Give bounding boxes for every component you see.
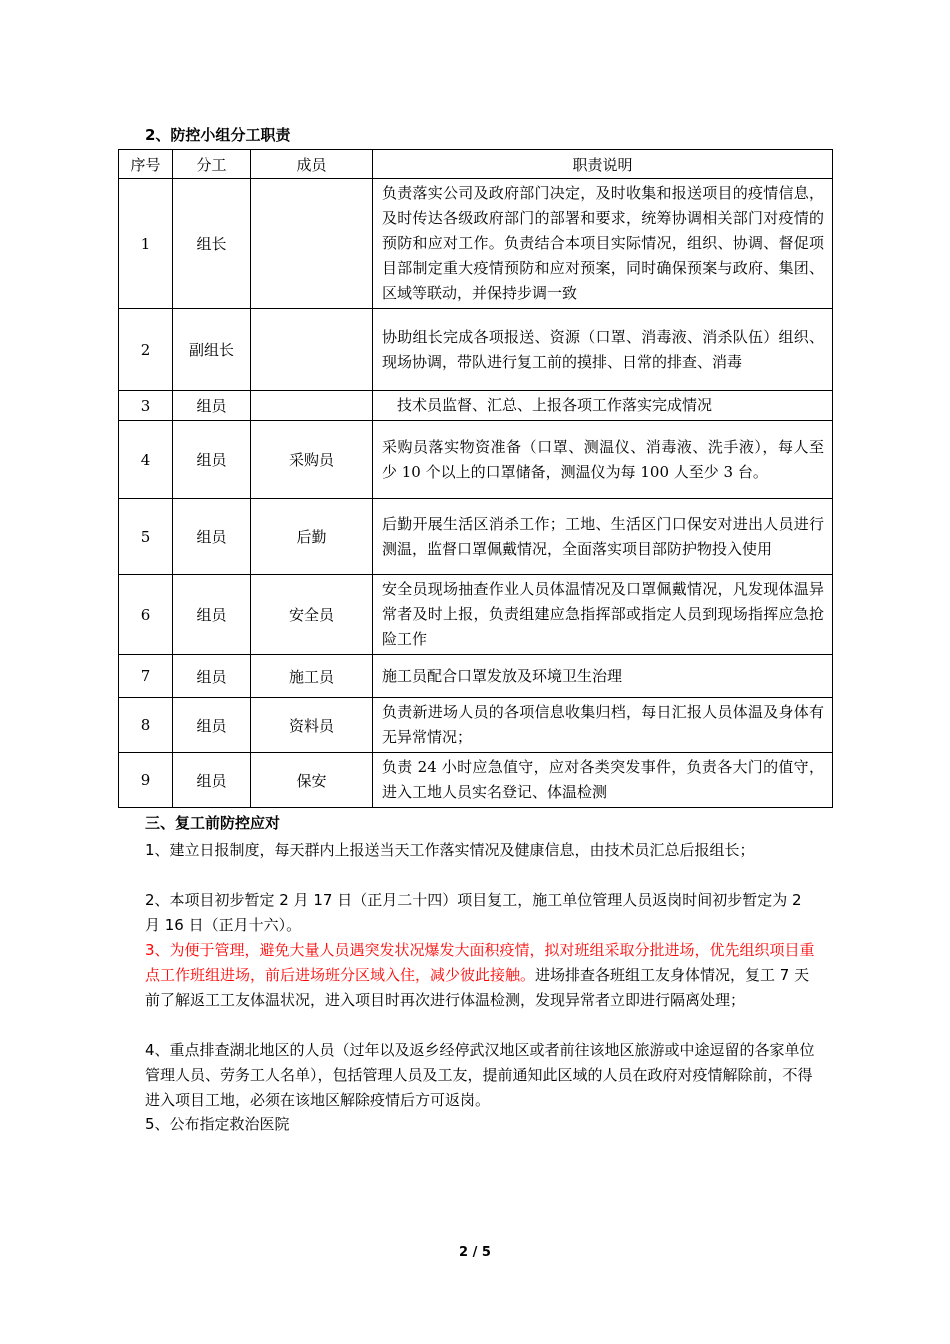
row-no: 6 (119, 575, 173, 655)
row-duty: 负责落实公司及政府部门决定，及时收集和报送项目的疫情信息，及时传达各级政府部门的部署和要求，统筹协调相关部门对疫情的预防和应对工作。负责结合本项目实际情况，组织、协调、督促项目部制定重大疫情预防和应对预案，同时确保预案与政府、集团、区域等联动，并保持步调一致 (373, 179, 833, 309)
row-role: 组员 (173, 499, 251, 575)
list-item: 1、建立日报制度，每天群内上报送当天工作落实情况及健康信息，由技术员汇总后报组长； (145, 841, 755, 859)
table-row (119, 391, 833, 421)
page-number: 2 / 5 (459, 1245, 491, 1260)
row-no: 5 (119, 499, 173, 575)
row-member: 后勤 (251, 499, 373, 575)
row-member: 保安 (251, 753, 373, 808)
duty-text-part: 全面落实项目部防护物投入使用 (562, 539, 773, 558)
row-member (251, 391, 373, 421)
row-role: 组员 (173, 575, 251, 655)
row-no: 8 (119, 698, 173, 753)
list-item: 4、重点排查湖北地区的人员（过年以及返乡经停武汉地区或者前往该地区旅游或中途逗留的各家单位管理人员、劳务工人名单），包括管理人员及工友，提前通知此区域的人员在政府对疫情解除前，不得进入项目工地，必须在该地区解除疫情后方可返岗。 (145, 1041, 815, 1109)
row-duty (373, 499, 833, 575)
row-duty: 负责 24 小时应急值守，应对各类突发事件，负责各大门的值守，进入工地人员实名登记、体温检测 (373, 753, 833, 808)
row-no: 3 (119, 391, 173, 421)
row-duty: 施工员配合口罩发放及环境卫生治理 (373, 655, 833, 698)
duty-text-part: 后勤开展生活区消杀工作；工地、生活区门口保安对进出人员进行测温，监督口罩佩戴情况， (382, 514, 824, 558)
row-member: 施工员 (251, 655, 373, 698)
table-header-row (119, 150, 833, 179)
row-member: 采购员 (251, 421, 373, 499)
row-no: 7 (119, 655, 173, 698)
paragraph-text: 进场排查各班组工友身体情况，复工 7 天前了解返工工友体温状况，进入项目时再次进行体温检测，发现异常者立即进行隔离处理； (145, 966, 810, 1009)
row-role: 组员 (173, 698, 251, 753)
row-duty: 采购员落实物资准备（口罩、测温仪、消毒液、洗手液），每人至少 10 个以上的口罩储备，测温仪为每 100 人至少 3 台。 (373, 421, 833, 499)
duty-text-part: 负责组建应急指挥部或指定人员到现场指挥应急抢险工作 (382, 605, 824, 648)
table-row (119, 179, 833, 309)
header-role: 分工 (173, 150, 251, 179)
header-member: 成员 (251, 150, 373, 179)
table-row (119, 575, 833, 655)
row-no: 9 (119, 753, 173, 808)
section-3-title: 三、复工前防控应对 (145, 814, 281, 832)
table-row (119, 655, 833, 698)
row-duty: 负责新进场人员的各项信息收集归档，每日汇报人员体温及身体有无异常情况； (373, 698, 833, 753)
row-no: 2 (119, 309, 173, 391)
row-role: 组员 (173, 655, 251, 698)
duty-table (118, 149, 833, 808)
row-role: 组员 (173, 391, 251, 421)
row-role: 组长 (173, 179, 251, 309)
list-item: 5、公布指定救治医院 (145, 1115, 290, 1133)
row-role: 组员 (173, 421, 251, 499)
duty-text-part: 安全员现场抽查作业人员体温情况及口罩佩戴情况，凡发现体温异常者及时上报， (382, 580, 824, 623)
table-row (119, 499, 833, 575)
list-item: 2、本项目初步暂定 2 月 17 日（正月二十四）项目复工，施工单位管理人员返岗时间初步暂定为 2 月 16 日（正月十六）。 (145, 891, 802, 934)
header-duty: 职责说明 (373, 150, 833, 179)
row-no: 1 (119, 179, 173, 309)
header-no: 序号 (119, 150, 173, 179)
row-duty: 协助组长完成各项报送、资源（口罩、消毒液、消杀队伍）组织、现场协调，带队进行复工前的摸排、日常的排查、消毒 (373, 309, 833, 391)
table-row (119, 753, 833, 808)
row-role: 副组长 (173, 309, 251, 391)
row-member (251, 309, 373, 391)
section-2-title: 2、防控小组分工职责 (145, 126, 291, 144)
row-member: 资料员 (251, 698, 373, 753)
highlighted-text: 3、为便于管理，避免大量人员遇突发状况爆发大面积疫情，拟对班组采取分批进场，优先组织项目重点工作班组进场，前后进场班分区域入住，减少彼此接触。 (145, 941, 815, 984)
list-item (145, 938, 817, 1013)
row-no: 4 (119, 421, 173, 499)
table-row (119, 309, 833, 391)
table-row (119, 421, 833, 499)
row-member (251, 179, 373, 309)
row-member: 安全员 (251, 575, 373, 655)
row-duty: 技术员监督、汇总、上报各项工作落实完成情况 (373, 391, 833, 421)
row-duty (373, 575, 833, 655)
table-row (119, 698, 833, 753)
row-role: 组员 (173, 753, 251, 808)
